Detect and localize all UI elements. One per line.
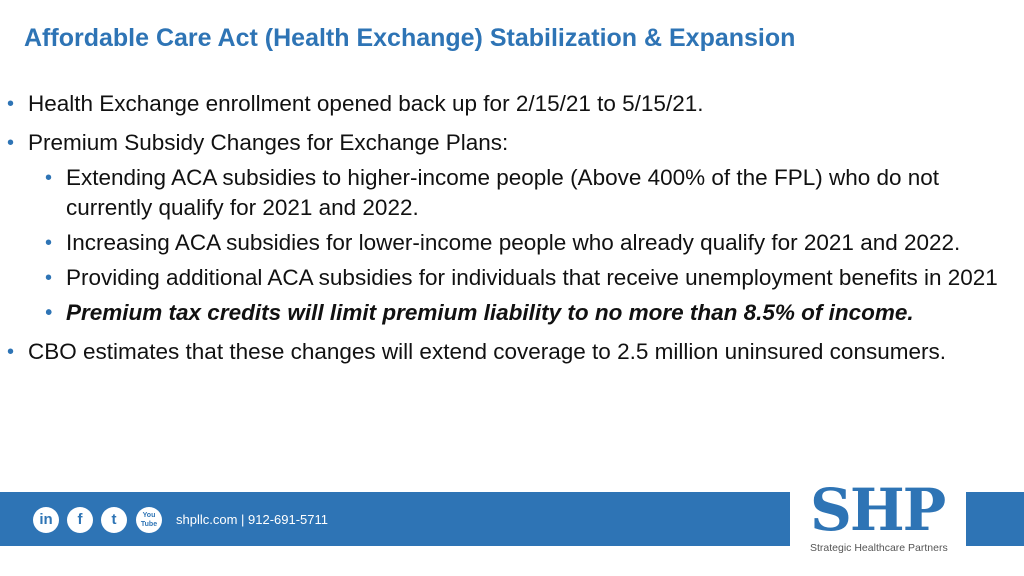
logo-letters: SHP xyxy=(810,476,945,544)
bullet-enrollment: • Health Exchange enrollment opened back up for 2/15/21 to 5/15/21. xyxy=(0,89,1020,119)
bullet-list xyxy=(0,80,1020,367)
sub-bullet-unemployment: • Providing additional ACA subsidies for individuals that receive unemployment benefits in 2021 xyxy=(0,263,1020,293)
bullet-dot: • xyxy=(45,302,53,324)
sub-bullet-tax-credits: • Premium tax credits will limit premium liability to no more than 8.5% of income. xyxy=(0,298,1020,328)
sub-bullet-lower-income: • Increasing ACA subsidies for lower-income people who already qualify for 2021 and 2022. xyxy=(0,228,1020,258)
sub-bullet-higher-income: • Extending ACA subsidies to higher-income people (Above 400% of the FPL) who do not currently qualify for 2021 and 2022. xyxy=(45,165,940,220)
logo-subtitle: Strategic Healthcare Partners xyxy=(810,542,948,554)
bullet-dot: • xyxy=(7,93,15,115)
twitter-icon[interactable]: t xyxy=(101,507,127,533)
bullet-dot: • xyxy=(45,232,53,254)
bullet-dot: • xyxy=(45,267,53,289)
linkedin-icon[interactable]: in xyxy=(33,507,59,533)
bullet-dot: • xyxy=(7,132,15,154)
bullet-cbo-estimate: • CBO estimates that these changes will extend coverage to 2.5 million uninsured consumers. xyxy=(0,337,1020,367)
bullet-premium-subsidy: • Premium Subsidy Changes for Exchange Plans: xyxy=(0,128,1020,158)
company-logo xyxy=(790,474,966,562)
bullet-dot: • xyxy=(7,341,15,363)
bullet-dot: • xyxy=(45,167,53,189)
slide-title: Affordable Care Act (Health Exchange) Stabilization & Expansion xyxy=(24,24,796,52)
contact-info: shpllc.com | 912-691-5711 xyxy=(176,512,329,527)
facebook-icon[interactable]: f xyxy=(67,507,93,533)
youtube-icon[interactable]: You Tube xyxy=(136,507,162,533)
